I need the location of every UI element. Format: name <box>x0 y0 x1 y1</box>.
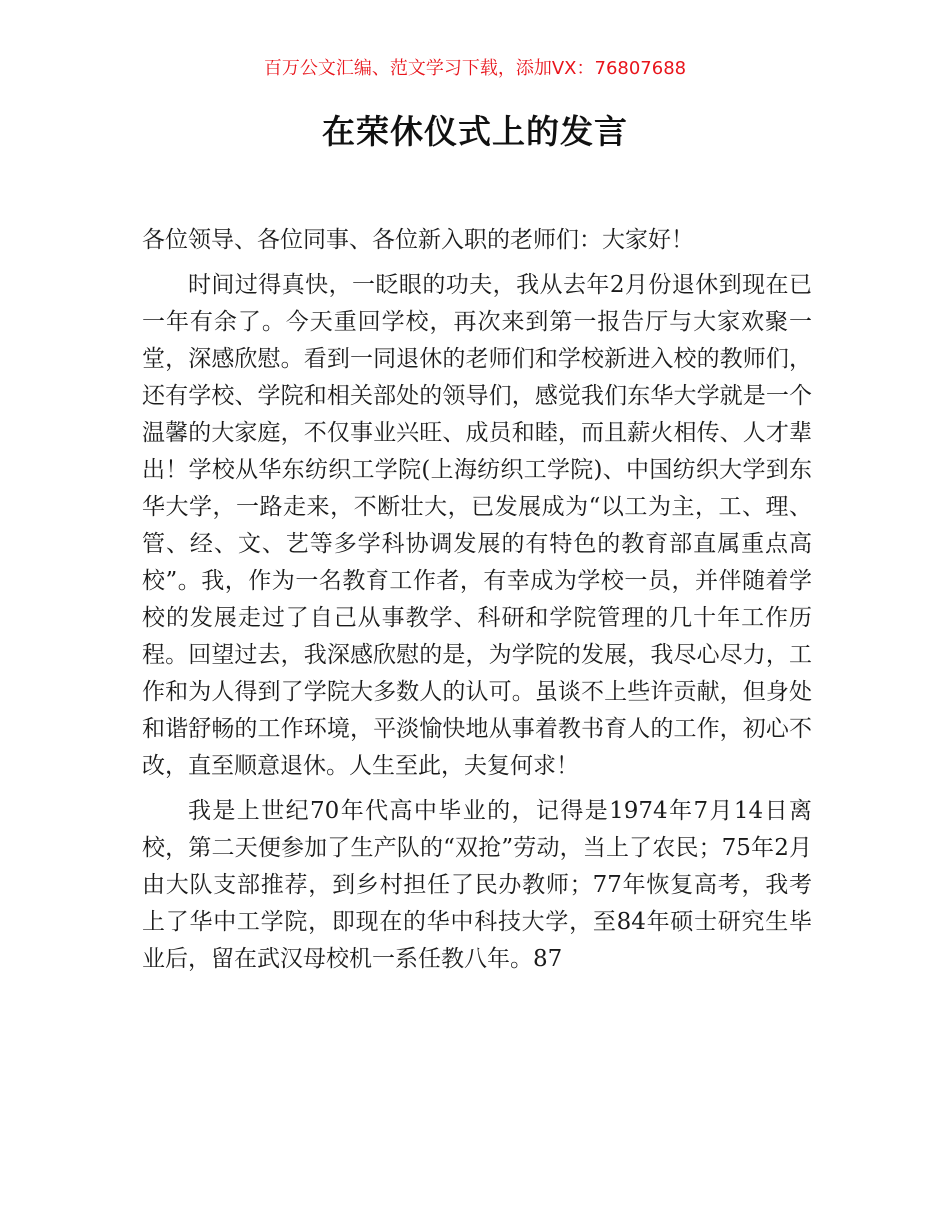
paragraph-1: 时间过得真快，一眨眼的功夫，我从去年2月份退休到现在已一年有余了。今天重回学校，再次来到第一报告厅与大家欢聚一堂，深感欣慰。看到一同退休的老师们和学校新进入校的教师们，还有学校、学院和相关部处的领导们，感觉我们东华大学就是一个温馨的大家庭，不仅事业兴旺、成员和睦，而且薪火相传、人才辈出！学校从华东纺织工学院(上海纺织工学院)、中国纺织大学到东华大学，一路走来，不断壮大，已发展成为“以工为主，工、理、管、经、文、艺等多学科协调发展的有特色的教育部直属重点高校”。我，作为一名教育工作者，有幸成为学校一员，并伴随着学校的发展走过了自己从事教学、科研和学院管理的几十年工作历程。回望过去，我深感欣慰的是，为学院的发展，我尽心尽力，工作和为人得到了学院大多数人的认可。虽谈不上些许贡献，但身处和谐舒畅的工作环境，平淡愉快地从事着教书育人的工作，初心不改，直至顺意退休。人生至此，夫复何求！ <box>142 272 812 779</box>
paragraph-2: 我是上世纪70年代高中毕业的，记得是1974年7月14日离校，第二天便参加了生产队的“双抢”劳动，当上了农民；75年2月由大队支部推荐，到乡村担任了民办教师；77年恢复高考，我考上了华中工学院，即现在的华中科技大学，至84年硕士研究生毕业后，留在武汉母校机一系任教八年。87 <box>142 798 812 972</box>
document-body <box>142 222 812 986</box>
page-title: 在荣休仪式上的发言 <box>322 112 628 151</box>
greeting-line: 各位领导、各位同事、各位新入职的老师们：大家好！ <box>142 227 694 253</box>
watermark-banner: 百万公文汇编、范文学习下载，添加VX：76807688 <box>263 58 687 79</box>
